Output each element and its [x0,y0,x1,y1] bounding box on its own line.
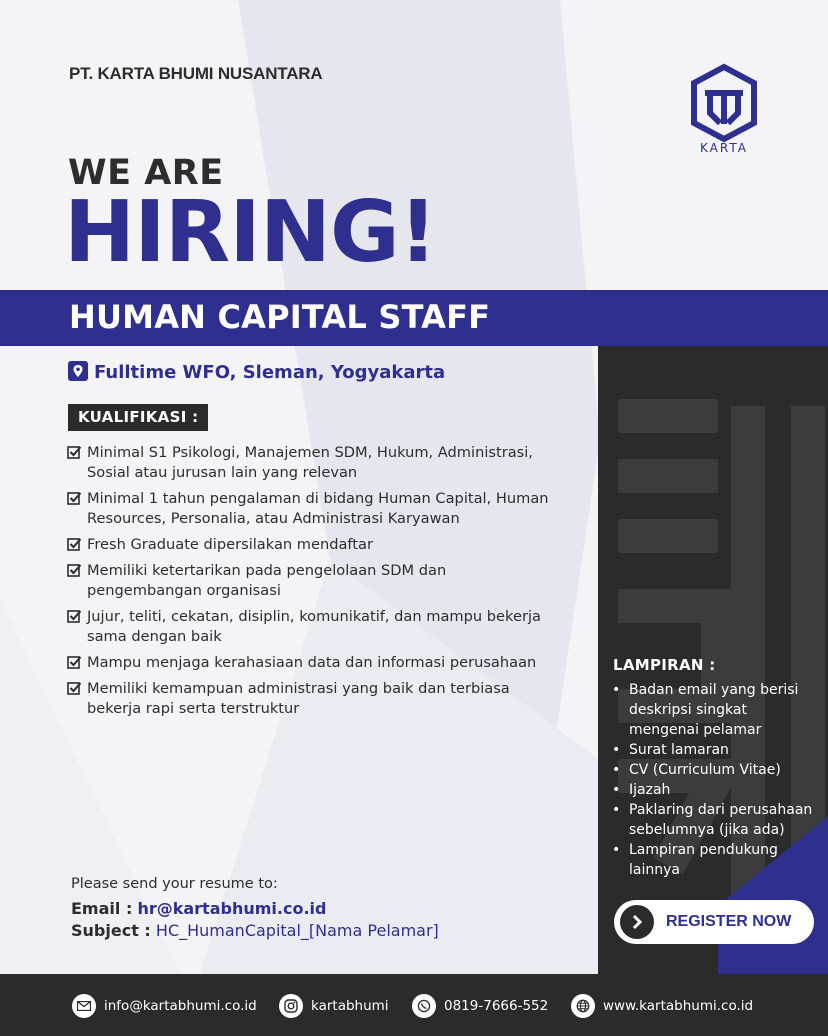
bullet-icon: • [612,762,621,778]
chevron-right-icon [620,905,654,939]
qualification-line: sama dengan baik [87,628,222,645]
apply-subject-row [71,921,439,940]
headline-hiring: HIRING! [64,183,437,282]
qualification-line: pengembangan organisasi [87,582,281,599]
attachment-line: Ijazah [629,782,671,798]
attachment-line: Badan email yang berisi [629,682,799,698]
company-name: PT. KARTA BHUMI NUSANTARA [69,64,323,83]
attachment-line: Lampiran pendukung [629,842,778,858]
register-label: REGISTER NOW [666,913,792,930]
attachment-item [612,760,822,780]
attachments-title: LAMPIRAN : [613,656,716,674]
attachments-list [612,680,822,880]
apply-email-link[interactable]: hr@kartabhumi.co.id [137,899,327,918]
job-title: HUMAN CAPITAL STAFF [69,298,491,336]
qualification-line: Resources, Personalia, atau Administrasi Karyawan [87,510,460,527]
footer-website-text: www.kartabhumi.co.id [603,998,754,1014]
apply-instruction: Please send your resume to: [71,876,278,892]
qualification-item [67,535,587,555]
email-label: Email : [71,899,133,918]
footer-email-text: info@kartabhumi.co.id [104,998,257,1014]
attachment-item [612,800,822,840]
mail-icon [72,994,96,1018]
qualification-line: Fresh Graduate dipersilakan mendaftar [87,536,373,553]
qualification-line: Minimal S1 Psikologi, Manajemen SDM, Hukum, Administrasi, [87,444,533,461]
qualification-line: Jujur, teliti, cekatan, disiplin, komunikatif, dan mampu bekerja [87,608,541,625]
checkbox-check-icon [67,681,82,696]
qualification-item [67,489,587,529]
bullet-icon: • [612,842,621,858]
bullet-icon: • [612,682,621,698]
attachment-line: mengenai pelamar [629,722,762,738]
qualification-line: Memiliki kemampuan administrasi yang baik dan terbiasa [87,680,510,697]
footer-instagram-text: kartabhumi [311,998,389,1014]
qualification-line: Mampu menjaga kerahasiaan data dan informasi perusahaan [87,654,537,671]
bullet-icon: • [612,802,621,818]
qualification-item [67,561,587,601]
headline-we-are: WE ARE [68,153,224,193]
qualifications-list [67,443,587,725]
qualification-line: bekerja rapi serta terstruktur [87,700,300,717]
attachment-line: sebelumnya (jika ada) [629,822,785,838]
checkbox-check-icon [67,655,82,670]
attachment-item [612,740,822,760]
location-pin-icon [68,361,88,383]
footer-instagram[interactable] [279,994,389,1018]
qualification-item [67,679,587,719]
checkbox-check-icon [67,609,82,624]
attachment-line: CV (Curriculum Vitae) [629,762,781,778]
globe-icon [571,994,595,1018]
qualifications-title: KUALIFIKASI : [68,404,208,431]
location-row [68,361,445,383]
attachment-line: deskripsi singkat [629,702,747,718]
attachment-line: Paklaring dari perusahaan [629,802,813,818]
location-text: Fulltime WFO, Sleman, Yogyakarta [94,361,446,383]
whatsapp-icon [412,994,436,1018]
qualification-line: Memiliki ketertarikan pada pengelolaan SDM dan [87,562,447,579]
bullet-icon: • [612,782,621,798]
qualification-item [67,607,587,647]
instagram-icon [279,994,303,1018]
attachment-line: lainnya [629,862,680,878]
checkbox-check-icon [67,491,82,506]
attachment-item [612,780,822,800]
qualification-line: Sosial atau jurusan lain yang relevan [87,464,358,481]
checkbox-check-icon [67,445,82,460]
subject-label: Subject : [71,921,151,940]
logo-text: KARTA [700,141,748,155]
register-now-button[interactable] [614,900,814,944]
footer-phone[interactable] [412,994,548,1018]
footer-email[interactable] [72,994,257,1018]
attachment-item [612,840,822,880]
attachment-line: Surat lamaran [629,742,729,758]
subject-value: HC_HumanCapital_[Nama Pelamar] [155,921,439,940]
checkbox-check-icon [67,537,82,552]
footer-website[interactable] [571,994,753,1018]
footer-phone-text: 0819-7666-552 [444,998,549,1014]
attachment-item [612,680,822,740]
qualification-line: Minimal 1 tahun pengalaman di bidang Human Capital, Human [87,490,549,507]
apply-email-row [71,899,326,918]
qualification-item [67,653,587,673]
checkbox-check-icon [67,563,82,578]
bullet-icon: • [612,742,621,758]
qualification-item [67,443,587,483]
